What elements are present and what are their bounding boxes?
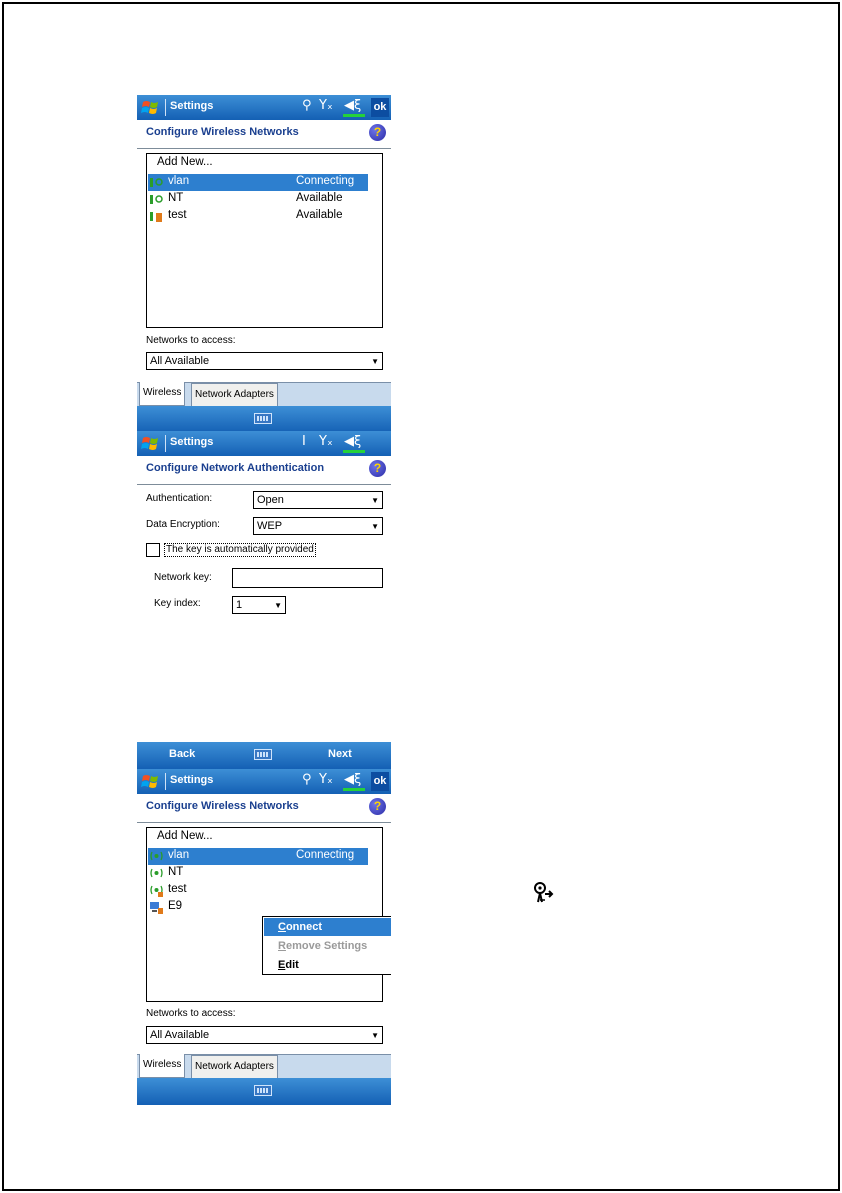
tab-strip [137,1054,391,1080]
signal-off-icon[interactable]: Yₓ [319,434,333,449]
keyboard-icon[interactable] [254,413,272,424]
next-softkey[interactable]: Next [328,748,352,760]
antenna-icon[interactable]: I [302,434,306,449]
tab-wireless[interactable]: Wireless [139,1054,185,1078]
network-row-nt[interactable] [148,191,368,208]
network-name: vlan [168,849,190,861]
windows-flag-icon[interactable] [140,772,162,791]
signal-off-icon[interactable]: Yₓ [319,98,333,113]
battery-indicator [343,114,365,117]
network-list[interactable] [146,153,383,328]
network-name: vlan [168,175,190,187]
network-name: test [168,209,187,221]
signal-off-icon[interactable]: Yₓ [319,772,333,787]
title-bar [137,431,391,456]
auto-key-checkbox[interactable] [146,543,160,557]
select-value: All Available [150,355,210,367]
speaker-icon[interactable]: ◀ξ [344,772,362,787]
app-title: Settings [170,100,214,112]
tab-network-adapters[interactable]: Network Adapters [191,383,278,407]
wireless-network-icon [149,192,164,207]
app-title: Settings [170,436,214,448]
title-separator [165,99,166,116]
divider [137,822,391,823]
networks-to-access-select[interactable] [146,352,383,370]
computer-network-icon [149,900,164,915]
speaker-icon[interactable]: ◀ξ [344,98,362,113]
title-separator [165,773,166,790]
chevron-down-icon: ▼ [371,357,379,366]
authentication-label: Authentication: [146,493,213,504]
network-row-test[interactable] [148,208,368,225]
network-list[interactable] [146,827,383,1002]
chevron-down-icon: ▼ [274,601,282,610]
network-name: NT [168,866,184,878]
battery-indicator [343,450,365,453]
wireless-connect-icon [530,880,556,906]
command-bar [137,1078,391,1105]
context-menu [262,916,391,975]
network-status: Connecting [296,175,355,187]
ok-button[interactable]: ok [371,772,389,791]
screen-wireless-networks-context [137,769,391,1105]
network-row-test[interactable] [148,882,368,899]
select-value: WEP [257,520,283,532]
select-value: All Available [150,1029,210,1041]
network-name: NT [168,192,184,204]
title-bar [137,769,391,794]
remove-settings-menu-item[interactable]: Remove Settings [278,940,368,952]
help-icon[interactable]: ? [369,798,386,815]
auto-key-label[interactable]: The key is automatically provided [166,544,314,555]
ok-button[interactable]: ok [371,98,389,117]
network-row-e9[interactable] [148,899,368,916]
wireless-network-icon [149,175,164,190]
keyboard-icon[interactable] [254,749,272,760]
select-value: Open [257,494,284,506]
chevron-down-icon: ▼ [371,496,379,505]
select-value: 1 [236,599,243,611]
keyboard-icon[interactable] [254,1085,272,1096]
back-softkey[interactable]: Back [169,748,196,760]
page-heading: Configure Wireless Networks [146,126,299,138]
connect-menu-item[interactable]: Connect [264,918,391,936]
networks-to-access-label: Networks to access: [146,335,236,346]
speaker-icon[interactable]: ◀ξ [344,434,362,449]
wireless-network-icon [149,849,164,864]
command-bar [137,406,391,431]
network-status: Connecting [296,849,355,861]
add-new-item[interactable]: Add New... [157,830,213,842]
key-index-label: Key index: [154,598,201,609]
chevron-down-icon: ▼ [371,522,379,531]
tab-wireless[interactable]: Wireless [139,382,185,406]
network-key-input[interactable] [232,568,383,588]
page-border [2,2,840,1191]
network-name: test [168,883,187,895]
network-status: Available [296,192,343,204]
network-row-vlan[interactable] [148,174,368,191]
network-name: E9 [168,900,183,912]
divider [137,148,391,149]
page-heading: Configure Network Authentication [146,462,325,474]
help-icon[interactable]: ? [369,460,386,477]
data-encryption-label: Data Encryption: [146,519,220,530]
data-encryption-select[interactable] [253,517,383,535]
app-title: Settings [170,774,214,786]
networks-to-access-label: Networks to access: [146,1008,236,1019]
chevron-down-icon: ▼ [371,1031,379,1040]
windows-flag-icon[interactable] [140,434,162,453]
divider [137,484,391,485]
secured-network-icon [149,883,164,898]
tab-network-adapters[interactable]: Network Adapters [191,1055,278,1079]
help-icon[interactable]: ? [369,124,386,141]
windows-flag-icon[interactable] [140,98,162,117]
wireless-network-icon [149,866,164,881]
title-separator [165,435,166,452]
edit-menu-item[interactable]: Edit [278,959,299,971]
network-row-nt[interactable] [148,865,368,882]
title-bar [137,95,391,120]
network-status: Available [296,209,343,221]
add-new-item[interactable]: Add New... [157,156,213,168]
key-index-select[interactable] [232,596,286,614]
command-bar [137,742,391,769]
networks-to-access-select[interactable] [146,1026,383,1044]
screen-network-authentication [137,431,391,769]
network-key-value [233,575,236,587]
network-key-label: Network key: [154,572,212,583]
screen-wireless-networks [137,95,391,431]
antenna-icon[interactable]: ⚲ [302,772,312,787]
page-heading: Configure Wireless Networks [146,800,299,812]
battery-indicator [343,788,365,791]
secured-network-icon [149,209,164,224]
authentication-select[interactable] [253,491,383,509]
network-row-vlan[interactable] [148,848,368,865]
antenna-icon[interactable]: ⚲ [302,98,312,113]
tab-strip [137,382,391,408]
